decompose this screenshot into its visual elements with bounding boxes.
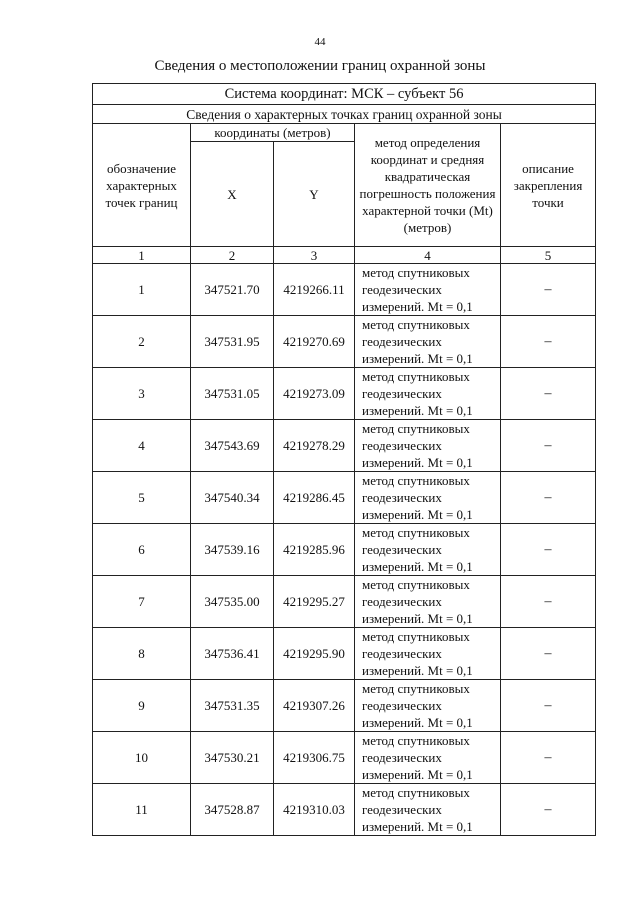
header-coordinates: координаты (метров) [191, 124, 355, 142]
description-cell: – [501, 680, 596, 732]
x-coordinate-cell: 347540.34 [191, 472, 274, 524]
column-number: 4 [355, 247, 501, 264]
column-number: 3 [274, 247, 355, 264]
point-number-cell: 2 [93, 316, 191, 368]
description-cell: – [501, 316, 596, 368]
method-cell: метод спутниковых геодезических измерений. Mt = 0,1 [355, 264, 501, 316]
coordinate-system-row [93, 84, 596, 105]
boundary-points-table [92, 83, 596, 836]
y-coordinate-cell: 4219266.11 [274, 264, 355, 316]
column-number: 2 [191, 247, 274, 264]
header-method: метод определения координат и средняя квадратическая погрешность положения характерной точки (Mt) (метров) [355, 124, 501, 247]
method-cell: метод спутниковых геодезических измерений. Mt = 0,1 [355, 420, 501, 472]
description-cell: – [501, 524, 596, 576]
description-cell: – [501, 420, 596, 472]
description-cell: – [501, 628, 596, 680]
y-coordinate-cell: 4219295.90 [274, 628, 355, 680]
description-cell: – [501, 576, 596, 628]
header-row [93, 124, 596, 142]
table-row [93, 316, 596, 368]
section-title-row [93, 105, 596, 124]
description-cell: – [501, 732, 596, 784]
document-title: Сведения о местоположении границ охранной зоны [154, 58, 486, 74]
table-row [93, 576, 596, 628]
method-cell: метод спутниковых геодезических измерений. Mt = 0,1 [355, 680, 501, 732]
page-number: 44 [314, 36, 326, 48]
header-x: X [191, 142, 274, 247]
point-number-cell: 1 [93, 264, 191, 316]
table-row [93, 784, 596, 836]
header-description: описание закрепления точки [501, 124, 596, 247]
section-title: Сведения о характерных точках границ охранной зоны [93, 105, 596, 124]
y-coordinate-cell: 4219278.29 [274, 420, 355, 472]
point-number-cell: 4 [93, 420, 191, 472]
y-coordinate-cell: 4219306.75 [274, 732, 355, 784]
y-coordinate-cell: 4219307.26 [274, 680, 355, 732]
table-row [93, 420, 596, 472]
x-coordinate-cell: 347543.69 [191, 420, 274, 472]
x-coordinate-cell: 347536.41 [191, 628, 274, 680]
description-cell: – [501, 368, 596, 420]
x-coordinate-cell: 347531.95 [191, 316, 274, 368]
point-number-cell: 10 [93, 732, 191, 784]
point-number-cell: 11 [93, 784, 191, 836]
x-coordinate-cell: 347535.00 [191, 576, 274, 628]
header-point-designation: обозначение характерных точек границ [93, 124, 191, 247]
method-cell: метод спутниковых геодезических измерений. Mt = 0,1 [355, 368, 501, 420]
table-body [93, 84, 596, 836]
table-row [93, 264, 596, 316]
method-cell: метод спутниковых геодезических измерений. Mt = 0,1 [355, 732, 501, 784]
x-coordinate-cell: 347531.05 [191, 368, 274, 420]
header-y: Y [274, 142, 355, 247]
point-number-cell: 9 [93, 680, 191, 732]
description-cell: – [501, 264, 596, 316]
column-number-row [93, 247, 596, 264]
point-number-cell: 3 [93, 368, 191, 420]
description-cell: – [501, 784, 596, 836]
x-coordinate-cell: 347531.35 [191, 680, 274, 732]
point-number-cell: 7 [93, 576, 191, 628]
coordinate-system-label: Система координат: МСК – субъект 56 [93, 84, 596, 105]
x-coordinate-cell: 347521.70 [191, 264, 274, 316]
point-number-cell: 5 [93, 472, 191, 524]
method-cell: метод спутниковых геодезических измерений. Mt = 0,1 [355, 576, 501, 628]
table-row [93, 628, 596, 680]
x-coordinate-cell: 347539.16 [191, 524, 274, 576]
y-coordinate-cell: 4219270.69 [274, 316, 355, 368]
point-number-cell: 6 [93, 524, 191, 576]
table-row [93, 368, 596, 420]
method-cell: метод спутниковых геодезических измерений. Mt = 0,1 [355, 784, 501, 836]
table-row [93, 680, 596, 732]
y-coordinate-cell: 4219295.27 [274, 576, 355, 628]
method-cell: метод спутниковых геодезических измерений. Mt = 0,1 [355, 524, 501, 576]
y-coordinate-cell: 4219286.45 [274, 472, 355, 524]
y-coordinate-cell: 4219285.96 [274, 524, 355, 576]
method-cell: метод спутниковых геодезических измерений. Mt = 0,1 [355, 316, 501, 368]
point-number-cell: 8 [93, 628, 191, 680]
y-coordinate-cell: 4219310.03 [274, 784, 355, 836]
description-cell: – [501, 472, 596, 524]
table-row [93, 732, 596, 784]
table-row [93, 472, 596, 524]
x-coordinate-cell: 347528.87 [191, 784, 274, 836]
method-cell: метод спутниковых геодезических измерений. Mt = 0,1 [355, 472, 501, 524]
x-coordinate-cell: 347530.21 [191, 732, 274, 784]
method-cell: метод спутниковых геодезических измерений. Mt = 0,1 [355, 628, 501, 680]
column-number: 1 [93, 247, 191, 264]
table-row [93, 524, 596, 576]
column-number: 5 [501, 247, 596, 264]
y-coordinate-cell: 4219273.09 [274, 368, 355, 420]
